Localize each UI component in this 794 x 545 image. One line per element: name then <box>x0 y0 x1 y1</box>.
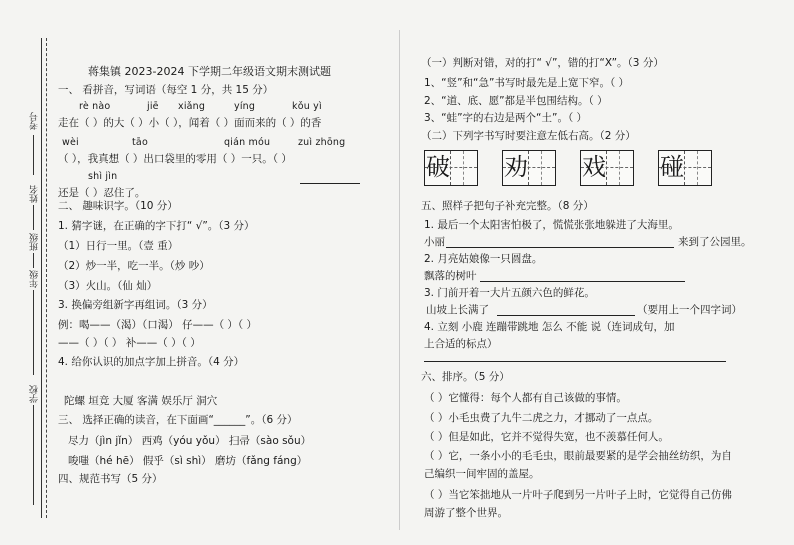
name-label: 姓名 <box>30 185 40 203</box>
grade-label: 年级 <box>30 270 40 288</box>
school-label: 学校 <box>30 385 40 403</box>
q4-heading: 四、规范书写（5 分） <box>58 473 163 485</box>
r5-3b: 山坡上长满了 <box>426 304 489 316</box>
writing-grid-2[interactable] <box>502 150 556 186</box>
pinyin-tao: tāo <box>132 137 148 148</box>
r5-1: 1. 最后一个太阳害怕极了，慌慌张张地躲进了大海里。 <box>424 219 679 231</box>
r6-b: （ ）小毛虫费了九牛二虎之力，才挪动了一点点。 <box>424 412 659 424</box>
exam-no-label: 考号 <box>30 112 40 130</box>
q3-a: 尽力（jìn jǐn） 西鸡（yóu yǒu） 扫帚（sào sǒu） <box>68 435 312 447</box>
q1-answer-line <box>300 183 360 184</box>
r5-1-blank[interactable] <box>446 247 674 248</box>
writing-grid-1[interactable] <box>424 150 478 186</box>
r5-1b: 小丽 <box>424 236 445 248</box>
q2-1: 1. 猜字谜，在正确的字下打“ √”。（3 分） <box>58 220 255 232</box>
r5-4: 4. 立刻 小鹿 连蹦带跳地 怎么 不能 说（连词成句，加 <box>424 321 675 333</box>
q2-3b: ——（ ）（ ） 补——（ ）（ ） <box>58 337 201 349</box>
q1-line1: 走在（ ）的大（ ）小（ ），闻着（ ）面而来的（ ）的香 <box>58 117 322 129</box>
exam-no-line <box>33 135 34 175</box>
r6-a: （ ）它懂得：每个人都有自己该做的事情。 <box>424 392 627 404</box>
r1-b: 2、“道、底、愿”都是半包围结构。（ ） <box>424 95 608 107</box>
q1-line3: 还是（ ）忍住了。 <box>58 187 146 199</box>
r6-c: （ ）但是如此，它并不觉得失宽，也不羡慕任何人。 <box>424 431 669 443</box>
q4-words: 陀螺 垣竞 大厦 客满 娱乐厅 洞穴 <box>64 395 218 407</box>
r5-3c: （要用上一个四字词） <box>637 304 742 316</box>
class-label: 班级 <box>30 233 40 251</box>
pinyin-shijin: shì jìn <box>88 171 118 182</box>
q2-3: 3. 换偏旁组新字再组词。（3 分） <box>58 299 213 311</box>
r2-heading: （二）下列字书写时要注意左低右高。（2 分） <box>421 130 636 142</box>
r6-e: （ ）当它笨拙地从一片叶子爬到另一片叶子上时，它觉得自己仿佛 <box>424 489 732 501</box>
q2-heading: 二、 趣味识字。（10 分） <box>58 200 178 212</box>
r6-heading: 六、排序。（5 分） <box>421 371 510 383</box>
binding-dashed-line <box>46 38 47 518</box>
pinyin-xiang: xiǎng <box>178 101 206 112</box>
r5-3-blank[interactable] <box>497 315 635 316</box>
q1-line2: （ ），我真想（ ）出口袋里的零用（ ）一只。（ ） <box>58 153 292 165</box>
grid-char: 破 <box>426 153 450 181</box>
name-line <box>33 205 34 230</box>
q4-pinyin: 4. 给你认识的加点字加上拼音。（4 分） <box>58 356 245 368</box>
pinyin-renao: rè nào <box>79 101 111 112</box>
r5-heading: 五、照样子把句子补充完整。（8 分） <box>421 200 594 212</box>
q2-1b: （2）炒一半，吃一半。（炒 吵） <box>58 260 210 272</box>
q1-heading: 一、 看拼音，写词语（每空 1 分，共 15 分） <box>58 84 274 96</box>
grid-char: 劝 <box>504 153 528 181</box>
r5-2: 2. 月亮姑娘像一只圆盘。 <box>424 253 543 265</box>
q2-3a: 例：喝——（渴）（口渴） 仔——（ ）（ ） <box>58 319 258 331</box>
binding-line <box>41 38 42 518</box>
r5-2-blank[interactable] <box>480 281 685 282</box>
r1-heading: （一）判断对错，对的打“ √”，错的打“X”。（3 分） <box>421 57 664 69</box>
r1-c: 3、“蛙”字的右边是两个“土”。（ ） <box>424 112 588 124</box>
grid-char: 碰 <box>660 153 684 181</box>
r6-d: （ ）它，一条小小的毛毛虫，眼前最要紧的是学会抽丝纺织，为自 <box>424 450 732 462</box>
r6-e2: 周游了整个世界。 <box>424 507 508 519</box>
pinyin-zuizhong: zuì zhōng <box>298 137 346 148</box>
r5-4b: 上合适的标点） <box>424 338 498 350</box>
grid-char: 戏 <box>582 153 606 181</box>
class-line <box>33 253 34 268</box>
writing-grid-4[interactable] <box>658 150 712 186</box>
r5-1c: 来到了公园里。 <box>678 236 752 248</box>
r6-d2: 己编织一间牢固的盖屋。 <box>424 468 540 480</box>
q3-heading: 三、 选择正确的读音，在下面画“______”。（6 分） <box>58 414 298 426</box>
exam-title: 蒋集镇 2023-2024 下学期二年级语文期末测试题 <box>88 65 331 78</box>
r5-2b: 飘落的树叶 <box>424 270 477 282</box>
q2-1a: （1）日行一里。（壹 重） <box>58 240 179 252</box>
column-divider <box>399 30 400 530</box>
writing-grid-3[interactable] <box>580 150 634 186</box>
q2-1c: （3）火山。（仙 灿） <box>58 280 158 292</box>
pinyin-qianmou: qián móu <box>224 137 271 148</box>
r5-4-blank[interactable] <box>424 361 726 362</box>
grade-line <box>33 290 34 375</box>
q3-b: 唆嗤（hé hē） 假乎（sì shì） 磨坊（fǎng fáng） <box>68 455 308 467</box>
pinyin-jie: jiē <box>147 101 159 112</box>
pinyin-ying: yíng <box>234 101 256 112</box>
pinyin-wei: wèi <box>62 137 79 148</box>
pinyin-kouyi: kǒu yì <box>292 101 322 112</box>
r1-a: 1、“竖”和“急”书写时最先是上宽下窄。（ ） <box>424 77 630 89</box>
r5-3: 3. 门前开着一大片五颜六色的鲜花。 <box>424 287 595 299</box>
school-line <box>33 405 34 505</box>
